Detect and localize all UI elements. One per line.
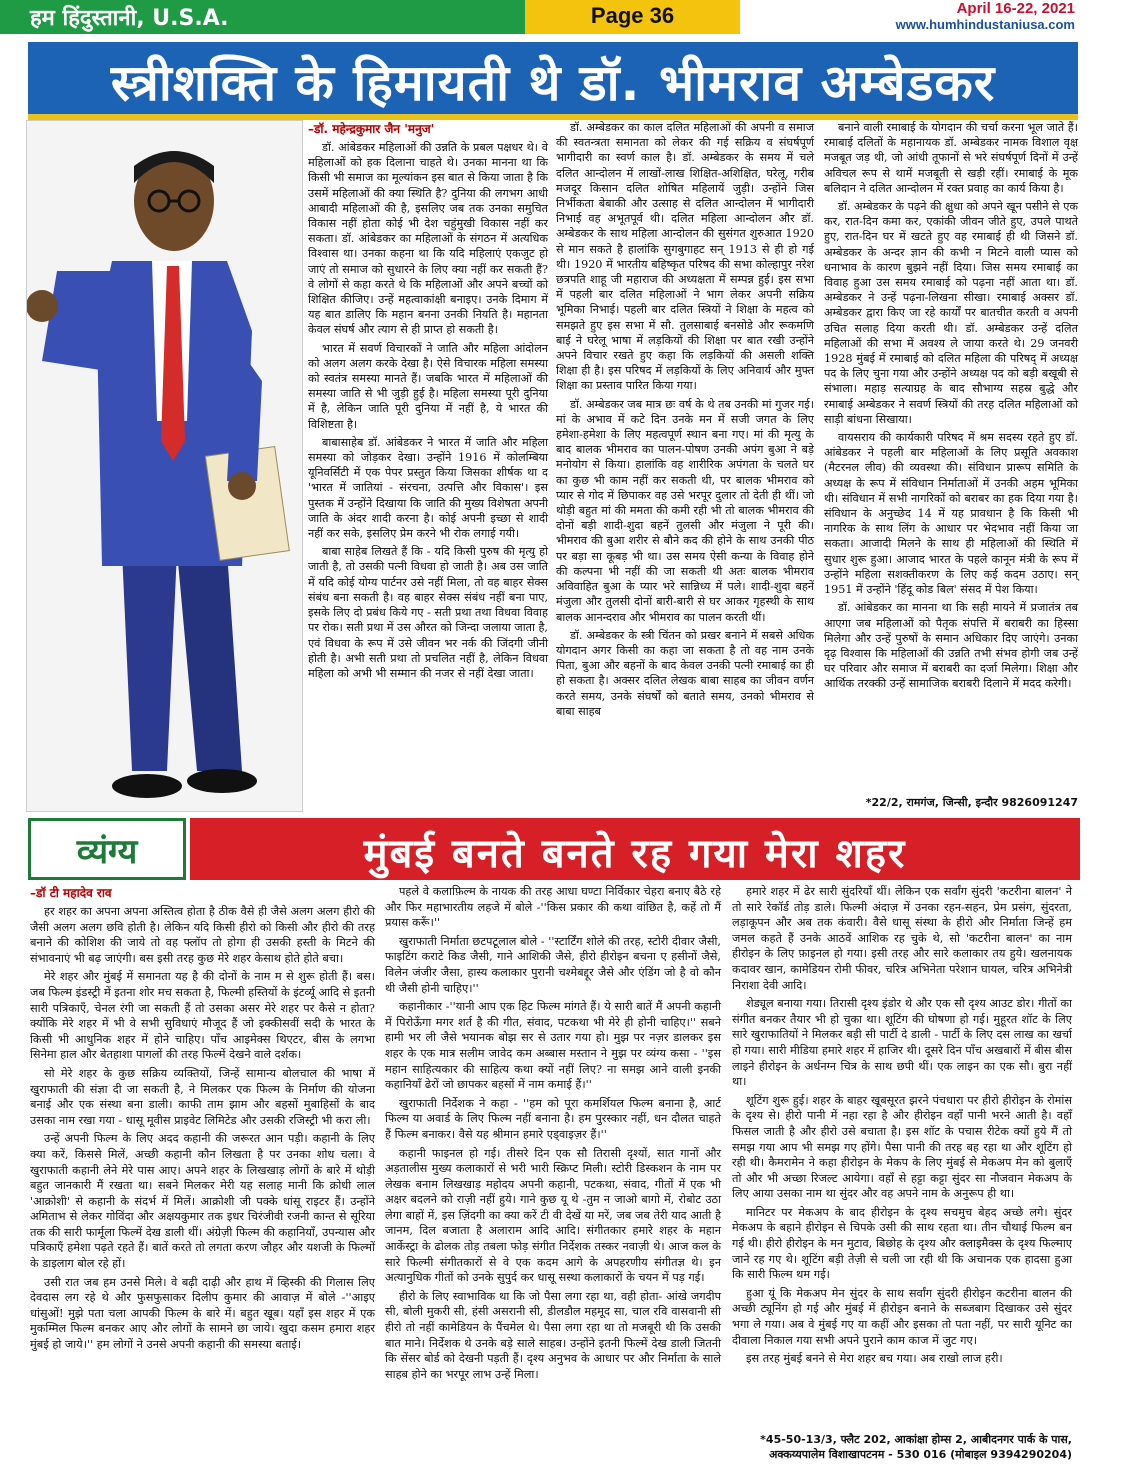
paragraph: हर शहर का अपना अपना अस्तित्व होता है ठीक वैसे ही जैसे अलग अलग हीरो की जैसी अलग अलग छवि होती है। लेकिन यदि किसी हीरो को किसी और हीरो की तरह बनाने की कोशिश की जाये तो वह फ्लॉप तो होगा ही उसकी हस्ती के मिटने की संभावनाएं भी बढ़ जाएंगी। बस इसी तरह कुछ मेरे शहर केसाथ होते होते बचा। [30, 905, 375, 965]
paragraph: बनाने वाली रमाबाई के योगदान की चर्चा करना भूल जाते हैं। रमाबाई दलितों के महानायक डॉ. अम्बेडकर नामक विशाल वृक्ष मजबूत जड़ थी, जो आंधी तूफानों से भरे संघर्षपूर्ण दिनों में उन्हें अविचल रूप से थामें मजबूती से खड़ी रहीं। रमाबाई के मूक बलिदान ने दलित आन्दोलन में रक्त प्रवाह का कार्य किया है। [824, 121, 1078, 195]
ambedkar-portrait-illustration [27, 121, 302, 811]
article2-column-2 [385, 884, 721, 1385]
paragraph: खुराफाती निर्देशक ने कहा - ''हम को पूरा कमर्शियल फिल्म बनाना है, आर्ट फिल्म या अवार्ड के लिए फिल्म नहीं बनाना है। हम पुरस्कार नहीं, धन दौलत चाहते हैं फिल्म बनाकर। वैसे यह श्रीमान हमारे एड्वाइज़र हैं।'' [385, 1096, 721, 1141]
paragraph: डॉ. अम्बेडकर के पढ़ने की क्षुधा को अपने खून पसीने से एक कर, रात-दिन कमा कर, एकांकी जीवन जीते हुए, उपले पाथते हुए, रात-दिन घर में खटते हुए वह रमाबाई ही थी जिसने डॉ. अम्बेडकर के अन्दर ज्ञान की कभी न मिटने वाली प्यास को धनाभाव के कारण बुझने नहीं दिया। जिस समय रमाबाई का विवाह हुआ उस समय रमाबाई को पढ़ना नहीं आता था। डॉ. अम्बेडकर ने उन्हें पढ़ना-लिखना सीखा। रमाबाई अक्सर डॉ. अम्बेडकर द्वारा किए जा रहे कार्यों पर बातचीत करती व अपनी उचित सलाह दिया करती थी। डॉ. अम्बेडकर उन्हें दलित महिलाओं की सभा में अवश्य ले जाया करते थे। 29 जनवरी 1928 मुंबई में रमाबाई को दलित महिला की परिषद् में अध्यक्ष पद के लिए चुना गया और उन्होंने अध्यक्ष पद को बड़ी बखूबी से संभाला। महाड़ सत्याग्रह के बाद सौभाग्य सहस्र बुद्धे और रमाबाई अम्बेडकर ने सवर्ण स्त्रियों की तरह दलित महिलाओं को साड़ी बांधना सिखाया। [824, 200, 1078, 426]
paragraph: भारत में सवर्ण विचारकों ने जाति और महिला आंदोलन को अलग अलग करके देखा है। ऐसे विचारक महिला समस्या को स्वतंत्र समस्या मानते हैं। जबकि भारत में महिलाओं की समस्या जाति से भी जुड़ी हुई है। महिला समस्या पूरी दुनिया में है, लेकिन जाति पूरी दुनिया में नहीं है, ये भारत की विशिष्टता है। [308, 341, 548, 431]
paragraph: खुराफाती निर्माता छटपटूलाल बोले - ''स्टार्टिंग शोले की तरह, स्टोरी दीवार जैसी, फाइटिंग कराटे किड जैसी, गाने आशिकी जैसे, हीरो हीरोइन बचना ए हसीनों जैसे, विलेन जंजीर जैसा, हास्य कलाकार पुरानी चश्मेबद्दूर जैसे और एंडिंग जो है वो कौन थी जैसी होनी चाहिए।'' [385, 934, 721, 995]
paragraph: हुआ यूं कि मेकअप मेन सुंदर के साथ सर्वांग सुंदरी हीरोइन कटरीना बालन की अच्छी ट्यूनिंग हो गई और मुंबई में हीरोइन बनाने के सब्जबाग दिखाकर उसे सुंदर भगा ले गया। अब वे मुंबई गए या कहीं और इसका तो पता नहीं, पर सारी यूनिट का दीवाला निकाल गया सभी अपने पुराने काम काज में जुट गए। [732, 1286, 1072, 1347]
website-link[interactable]: www.humhindustaniusa.com [895, 17, 1075, 32]
satire-tag [28, 818, 186, 880]
paragraph: पहले वे कलाफ़िल्म के नायक की तरह आधा घण्टा निर्विकार चेहरा बनाए बैठे रहे और फिर महाभारतीय लहजे में बोले -''किस प्रकार की कथा वांछित है, कहें तो मैं प्रयास करूँ।'' [385, 885, 721, 930]
paragraph: कहानीकार -''यानी आप एक हिट फिल्म मांगते हैं। ये सारी बातें मैं अपनी कहानी में पिरोऊँगा मगर शर्त है की गीत, संवाद, पटकथा भी मेरे ही होनी चाहिए।'' सबने हामी भर ली जैसे भयानक बोझ सर से उतार गया हो। मुझ पर नज़र डालकर इस शहर के एक मात्र सलीम जावेद कम अब्बास मस्तान ने मुझ पर व्यंग्य कसा - ''इस महान साहित्यकार की साहित्य कथा क्यों नहीं लिए? ना समझ आने वाली इनकी कहानियाँ ढेरों जो छापकर बहसों में नाम कमाई हैं।'' [385, 1000, 721, 1092]
satire-tag-label: व्यंग्य [76, 832, 138, 872]
paragraph: वायसराय की कार्यकारी परिषद में श्रम सदस्य रहते हुए डॉ. आंबेडकर ने पहली बार महिलाओं के लिए प्रसूति अवकाश (मैटरनल लीव) की व्यवस्था की। संविधान प्रारूप समिति के अध्यक्ष के रूप में संविधान निर्माताओं में उनकी अहम भूमिका थी। संविधान में सभी नागरिकों को बराबर का हक दिया गया है। संविधान के अनुच्छेद 14 में यह प्रावधान है कि किसी भी नागरिक के साथ लिंग के आधार पर भेदभाव नहीं किया जा सकता। आजादी मिलने के साथ ही महिलाओं की स्थिति में सुधार शुरू हुआ। आजाद भारत के पहले कानून मंत्री के रूप में उन्होंने महिला सशक्तीकरण के लिए कई कदम उठाए। सन् 1951 में उन्होंने 'हिंदू कोड बिल' संसद में पेश किया। [824, 431, 1078, 597]
article2-column-1 [30, 884, 375, 1356]
article2-column-3 [732, 884, 1072, 1370]
article1-byline: –डॉ. महेन्द्रकुमार जैन 'मनुज' [308, 122, 435, 136]
page-number: Page 36 [590, 3, 675, 28]
paragraph: शूटिंग शुरू हुई। शहर के बाहर खूबसूरत झरने पंचधारा पर हीरो हीरोइन के रोमांस के दृश्य से। हीरो पानी में नहा रहा है और हीरोइन वहाँ पानी भरने आती है। वहाँ फिसल जाती है और हीरो उसे बचाता है। इस शॉट के पचास रीटेक क्यों हुये मैं तो समझ गया आप भी समझ गए होंगे। पैसा पानी की तरह बह रहा था और शूटिंग हो रही थी। कैमरामेन ने कहा हीरोइन के मेकप के लिए मुंबई से मेकअप मेन को बुलाएँ तो और भी अच्छा रिजल्ट आयेगा। वहाँ से हट्टा कट्टा सुंदर सा नौजवान मेकअप के लिए आया उसका नाम था सुंदर और वह अपने नाम के अनुरूप ही था। [732, 1093, 1072, 1201]
paragraph: डॉ. आंबेडकर महिलाओं की उन्नति के प्रबल पक्षधर थे। वे महिलाओं को हक दिलाना चाहते थे। उनका मानना था कि किसी भी समाज का मूल्यांकन इस बात से किया जाता है कि उसमें महिलाओं की क्या स्थिति है? दुनिया की लगभग आधी आबादी महिलाओं की है, इसलिए जब तक उनका समुचित विकास नहीं होता कोई भी देश चहुंमुखी विकास नहीं कर सकता। डॉ. आंबेडकर का महिलाओं के संगठन में अत्यधिक विश्वास था। उनका कहना था कि यदि महिलाएं एकजुट हो जाएं तो समाज को सुधारने के लिए क्या नहीं कर सकती हैं? वे लोगों से कहा करते थे कि महिलाओं और अपने बच्चों को शिक्षित कीजिए। उन्हें महत्वाकांक्षी बनाइए। उनके दिमाग में यह बात डालिए कि महान बनना उनकी नियति है। महानता केवल संघर्ष और त्याग से ही प्राप्त हो सकती है। [308, 141, 548, 337]
article1-column-1 [308, 120, 548, 684]
ambedkar-photo [26, 120, 303, 812]
paragraph: हीरो के लिए स्वाभाविक था कि जो पैसा लगा रहा था, वही होता- आंखे जगदीप सी, बोली मुकरी सी, हंसी असरानी सी, डीलडौल महमूद सा, चाल रवि वासवानी सी हीरो तो नहीं कामेडियन के पैंचमेल थे। पैसा लगा रहा था तो मजबूरी थी कि उसकी बात माने। निर्देशक थे उनके बड़े साले साहब। उन्होंने इतनी फिल्में देख डाली जितनी कि सेंसर बोर्ड को देखनी पड़ती हैं। दृश्य अनुभव के आधार पर और निर्माता के साले साहब होने का भरपूर लाभ उन्हें मिला। [385, 1289, 721, 1381]
paragraph: उसी रात जब हम उनसे मिले। वे बढ़ी दाढ़ी और हाथ में व्हिस्की की गिलास लिए देवदास लग रहे थे और फुसफुसाकर दिलीप कुमार की आवाज़ में बोले -''आइए धांसुओं! मुझे पता चला आपकी फिल्म के बारे में। बहुत खूब। यहाँ इस शहर में एक मुकम्मिल फिल्म बनकर आए और लोगों के सामने छा जाये। खुदा कसम हमारा शहर मुंबई हो जाये।'' हम लोगों ने उनसे अपनी कहानी की समस्या बताई। [30, 1275, 375, 1352]
issue-date: April 16-22, 2021 [956, 0, 1075, 17]
paragraph: डॉ. आंबेडकर का मानना था कि सही मायने में प्रजातंत्र तब आएगा जब महिलाओं को पैतृक संपत्ति में बराबरी का हिस्सा मिलेगा और उन्हें पुरुषों के समान अधिकार दिए जाएंगे। उनका दृढ़ विश्वास कि महिलाओं की उन्नति तभी संभव होगी जब उन्हें घर परिवार और समाज में बराबरी का दर्जा मिलेगा। शिक्षा और आर्थिक तरक्की उन्हें सामाजिक बराबरी दिलाने में मदद करेगी। [824, 601, 1078, 691]
paragraph: डॉ. अम्बेडकर के स्त्री चिंतन को प्रखर बनाने में सबसे अधिक योगदान अगर किसी का कहा जा सकता है तो वह नाम उनके पिता, बुआ और बहनों के बाद केवल उनकी पत्नी रमाबाई का ही हो सकता है। अक्सर दलित लेखक बाबा साहब का जीवन वर्णन करते समय, उनके संघर्षों को बताते समय, उनको भीमराव से बाबा साहब [556, 628, 814, 718]
article1-author-address: *22/2, रामगंज, जिन्सी, इन्दौर 9826091247 [865, 796, 1078, 809]
paragraph: बाबा साहेब लिखते हैं कि - यदि किसी पुरुष की मृत्यु हो जाती है, तो उसकी पत्नी विधवा हो जाती है। अब उस जाति में यदि कोई योग्य पार्टनर उसे नहीं मिला, तो वह बाहर सेक्स संबंध बना सकती है। वह बाहर सेक्स संबंध नहीं बना पाए, इसके लिए दो प्रबंध किये गए - सती प्रथा तथा विधवा विवाह पर रोक। सती प्रथा में उस औरत को जिन्दा जलाया जाता है, एवं विधवा के रूप में उसे जीवन भर नर्क की जिंदगी जीनी होती है। अभी सती प्रथा तो प्रचलित नहीं है, लेकिन विधवा महिला को अभी भी सम्मान की नजर से नहीं देखा जाता। [308, 545, 548, 680]
paragraph: कहानी फाइनल हो गई। तीसरे दिन एक सौ तिरासी दृश्यों, सात गानों और अड़तालीस मुख्य कलाकारों से भरी भारी स्क्रिप्ट मिली। स्टोरी डिस्कशन के नाम पर लेखक बनाम लिखखाड़ महोदय अपनी कहानी, पटकथा, संवाद, गीतों में एक भी अक्षर बदलने को राज़ी नहीं हुये। गाने कुछ यू थे -तुम न जाओ बागो में, रोबोट उठा लेगा बाहों में, इस ज़िंदगी का क्या करें टी वी देखें या मरें, जब जब तेरी याद आती है जानम, दिल बजाता है अलाराम आदि आदि। संगीतकार हमारे शहर के महान आर्केस्ट्रा के ढोलक तोड़ तबला फोड़ संगीत निर्देशक तस्कर नवाज़ी थे। आज कल के सारे फिल्मी संगीतकारों से वे एक कदम आगे के अपहरणीय संगीतज्ञ थे। इन अत्यानुधिक गीतों को उनके सुपुर्द कर धासू सस्था कलाकारों के चयन में पड़ गई। [385, 1146, 721, 1285]
article1-headline-banner [28, 42, 1078, 120]
paragraph: सो मेरे शहर के कुछ सक्रिय व्यक्तियों, जिन्हें सामान्य बोलचाल की भाषा में खुराफाती की संज्ञा दी जा सकती है, ने मिलकर एक फिल्म के निर्माण की योजना बनाई और एक संस्था बना डाली। काफी ताम झाम और बहसों मुबाहिसों के बाद उसका नाम रखा गया - धासू मूवीस प्राइवेट लिमिटेड और उसकी रजिस्ट्री भी करा ली। [30, 1066, 375, 1127]
page-number-bar [525, 0, 740, 34]
paragraph: डॉ. अम्बेडकर का काल दलित महिलाओं की अपनी व समाज की स्वतन्त्रता समानता को लेकर की गई सक्रिय व संघर्षपूर्ण भागीदारी का स्वर्ण काल है। डॉ. अम्बेडकर के समय में चले दलित आन्दोलन में लाखों-लाख शिक्षित-अशिक्षित, घरेलू, गरीब मजदूर किसान दलित शोषित महिलायें जुड़ी। उन्होंने जिस निर्भीकता बेबाकी और उत्साह से दलित आन्दोलन में भागीदारी निभाई वह अभूतपूर्व थी। दलित महिला आन्दोलन और डॉ. अम्बेडकर के साथ महिला आन्दोलन की सुसंगत शुरुआत 1920 से मान सकते है हालांकि सुगबुगाहट सन् 1913 से ही हो गई थी। 1920 में भारतीय बहिष्कृत परिषद की सभा कोल्हापुर नरेश छत्रपति शाहू जी महाराज की अध्यक्षता में सम्पन्न हुई। इस सभा में पहली बार दलित महिलाओं ने भाग लेकर अपनी सक्रिय भूमिका निभाई। पहली बार दलित स्त्रियों ने शिक्षा के महत्व को समझते हुए इस सभा में सौ. तुलसाबाई बनसोडे और रूकमणि बाई ने घरेलू भाषा में लड़कियों की शिक्षा पर बात रखी उन्होंने अपने विचार रखते हुए कहा कि लड़कियों की असली शक्ति शिक्षा ही है। इस परिषद में लड़कियों के लिए अनिवार्य और मुफ्त शिक्षा का प्रस्ताव पारित किया गया। [556, 121, 814, 393]
article1-column-2 [556, 120, 814, 722]
paragraph: हमारे शहर में ढेर सारी सुंदरियाँ थीं। लेकिन एक सर्वांग सुंदरी 'कटरीना बालन' ने तो सारे रेकॉर्ड तोड़ डाले। फिल्मी अंदाज़ में उनका रहन-सहन, प्रेम प्रसंग, सुंदरता, लड़ाकूपन और अब तक कंवारी। वैसे धासू संस्था के हीरो और निर्माता जिन्हें हम जमल कहते हैं उनके आठवें आशिक रह चुके थे, सो 'कटरीना बालन' का नाम हीरोइन के लिए फ़ाइनल हो गया। इसी तरह और सारे कलाकार तय हुये। खलनायक कदावर खान, कामेडियन रोमी फीवर, चरित्र अभिनेता परेशान घायल, चरित्र अभिनेत्री निराशा देवी आदि। [732, 885, 1072, 992]
article2-headline-banner [190, 818, 1080, 880]
paragraph: मानिटर पर मेकअप के बाद हीरोइन के दृश्य सचमुच बेहद अच्छे लगे। सुंदर मेकअप के बहाने हीरोइन से चिपके उसी की साथ रहता था। तीन चौथाई फिल्म बन गई थी। हीरो हीरोइन के मन मुटाव, बिछोह के दृश्य और क्लाइमैक्स के दृश्य फिल्माए जाने रह गए थे। शूटिंग बड़ी तेज़ी से चली जा रही थी कि अचानक एक हादसा हुआ कि सारी फिल्म थम गई। [732, 1205, 1072, 1282]
article2-author-address: *45-50-13/3, फ्लैट 202, आकांक्षा होम्स 2, आबीदनगर पार्क के पास, अक्कय्यपालेम विशाखापटनम - 530 016 (मोबाइल 9394290204) [760, 1433, 1072, 1461]
article2-byline: –डॉ टी महादेव राव [30, 886, 112, 900]
paragraph: मेरे शहर और मुंबई में समानता यह है की दोनों के नाम म से शुरू होती हैं। बस। जब फिल्म इंडस्ट्री में इतना शोर मच सकता है, फिल्मी हस्तियों के इंटर्व्यू आदि से इतनी सारी पत्रिकाएँ, चेनल रंगी जा सकती हैं तो उसका असर मेरे शहर पर कैसे न होता? क्योंकि मेरे शहर में भी वे सभी सुविधाएं मौजूद हैं जो इक्कीसवीं सदी के भारत के किसी भी आधुनिक शहर में होने चाहिए। पाँच आइमेक्स थिएटर, बीस के लगभा सिनेमा हाल और बेतहाशा पागलों की तरह फिल्में देखने वाले दर्शक। [30, 970, 375, 1062]
masthead-brand-bar [0, 0, 525, 34]
article1-headline: स्त्रीशक्ति के हिमायती थे डॉ. भीमराव अम्बेडकर [110, 54, 996, 112]
paragraph: उन्हें अपनी फिल्म के लिए अदद कहानी की जरूरत आन पड़ी। कहानी के लिए क्या करें, किससे मिलें, अच्छी कहानी कौन लिखता है पर उनका शोध चला। वे खुराफाती कहानी लेने मेरे पास आए। अपने शहर के लिखखाड़ लोगों के बारे में थोड़ी बहुत जानकारी मैं रखता था। सबने मिलकर मेरी यह सलाह मानी कि क्रोधी लाल 'आक्रोशी' से कहानी के संदर्भ में मिलें। आक्रोशी जी पक्के धांसू राइटर हैं। उन्होंने अमिताभ से लेकर गोविंदा और अक्षयकुमार तक इधर चिरंजीवी रजनी कान्त से सूरिया तक की सारी फार्मूला फिल्में देख डाली थीं। अंग्रेज़ी फिल्म की कहानियाँ, उपन्यास और पत्रिकाएँ हमेशा पढ़ते रहते हैं। बातें करते तो लगता करण जौहर और यशजी के फिल्मों के डाइलाग बोल रहे हों। [30, 1132, 375, 1271]
article1-column-3 [824, 120, 1078, 695]
paragraph: बाबासाहेब डॉ. आंबेडकर ने भारत में जाति और महिला समस्या को जोड़कर देखा। उन्होंने 1916 में कोलम्बिया यूनिवर्सिटी में एक पेपर प्रस्तुत किया जिसका शीर्षक था द 'भारत में जातियां - संरचना, उत्पत्ति और विकास'। इस पुस्तक में उन्होंने दिखाया कि जाति की मुख्य विशेषता अपनी जाति के अंदर शादी करना है। कोई अपनी इच्छा से शादी नहीं कर सके, इसलिए प्रेम करने भी रोक लगाई गयी। [308, 435, 548, 541]
brand-name: हम हिंदुस्तानी, U.S.A. [30, 6, 229, 31]
paragraph: इस तरह मुंबई बनने से मेरा शहर बच गया। अब राखो लाज हरी। [746, 1352, 1003, 1366]
masthead-info [740, 0, 1135, 34]
article2-headline: मुंबई बनते बनते रह गया मेरा शहर [363, 831, 907, 877]
paragraph: डॉ. अम्बेडकर जब मात्र छः वर्ष के थे तब उनकी मां गुजर गई। मां के अभाव में कटे दिन उनके मन में सजी जगत के लिए हमेशा-हमेशा के लिए महत्वपूर्ण स्थान बना गए। मां की मृत्यु के बाद बालक भीमराव का पालन-पोषण उनकी अपंग बुआ ने बड़े मनोयोग से किया। हालांकि वह शारीरिक अपंगता के चलते घर का कुछ भी काम नहीं कर सकती थी, पर बालक भीमराव को प्यार से गोद में छिपाकर वह उसे भरपूर दुलार तो देती ही थीं। जो थोड़ी बहुत मां की ममता की कमी रही भी तो बालक भीमराव की दोनों बड़ी शादी-शुदा बहनें तुलसी और मंजुला ने पूरी की। भीमराव की बुआ शरीर से बौने कद की होने के साथ उनकी पीठ पर बड़ा सा कूबड़ भी था। उस समय ऐसी कन्या के विवाह होने की कल्पना भी नहीं की जा सकती थी अतः बालक भीमराव अविवाहित बुआ के प्यार भरे सान्निध्य में पले। शादी-शुदा बहनें मंजुला और तुलसी दोनों बारी-बारी से घर आकर गृहस्थी के साथ बालक आनन्दराव और भीमराव का पालन करती थीं। [556, 397, 814, 624]
paragraph: शेड्यूल बनाया गया। तिरासी दृश्य इंडोर थे और एक सौ दृश्य आउट डोर। गीतों का संगीत बनकर तैयार भी हो चुका था। शूटिंग की घोषणा हो गई। मुहूरत शॉट के लिए सारे खुराफातियों ने मिलकर बड़ी सी पार्टी दे डाली - पार्टी के लिए दस लाख का खर्चा हो गया। सारी मीडिया हमारे शहर में हाजिर थी। दूसरे दिन पाँच अखबारों में बीस बीस लाइने हीरोइन के अर्धनग्न चित्र के साथ छपी थीं। एक लाइन का एक सौ। बुरा नहीं था। [732, 997, 1072, 1089]
